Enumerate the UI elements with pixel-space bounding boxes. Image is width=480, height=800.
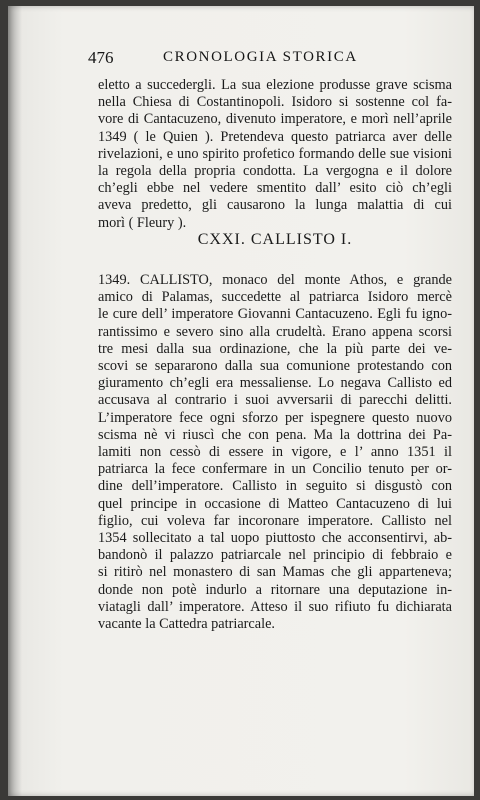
text-line: rivelazioni, e uno spirito profetico formando delle sue visioni (98, 145, 452, 162)
text-line: amico di Palamas, succedette al patriarca Isidoro mercè (98, 289, 452, 306)
book-page (8, 6, 474, 796)
text-line: donde non potè indurlo a ritornare una deputazione in- (98, 581, 452, 598)
text-line: 1349. CALLISTO, monaco del monte Athos, e grande (98, 272, 452, 288)
text-line: vacante la Cattedra patriarcale. (98, 616, 276, 633)
text-line: eletto a succedergli. La sua elezione produsse grave scisma (98, 77, 452, 93)
text-line: dine dell’imperatore. Callisto in seguito si disgustò con (98, 478, 452, 495)
text-line: vore di Cantacuzeno, divenuto imperatore, e morì nell’aprile (98, 111, 452, 128)
text-line: viatagli dall’ imperatore. Atteso il suo rifiuto fu dichiarata (98, 598, 452, 615)
running-head: CRONOLOGIA STORICA (163, 49, 358, 65)
text-line: aveva predetto, gli causarono la lunga malattia di cui (98, 197, 452, 214)
text-line: si ritirò nel monastero di san Mamas che gli apparteneva; (98, 564, 452, 581)
text-line: bandonò il palazzo patriarcale nel principio di febbraio e (98, 547, 452, 564)
page-header (88, 48, 418, 68)
text-line: accusava al contrario i suoi avversarii di parecchi delitti. (98, 392, 452, 409)
text-line: tre mesi dalla sua ordinazione, che la più parte dei ve- (98, 340, 452, 357)
text-line: 1354 sollecitato a tal uopo piuttosto che acconsentirvi, ab- (98, 530, 452, 547)
text-line: nella Chiesa di Costantinopoli. Isidoro si sostenne col fa- (98, 94, 452, 111)
text-line: morì ( Fleury ). (98, 214, 187, 231)
text-line: lamiti non cessò di essere in vigore, e l’ anno 1351 il (98, 444, 452, 461)
text-line: la regola della propria condotta. La vergogna e il dolore (98, 163, 452, 180)
text-line: L’imperatore fece ogni sforzo per ispegnere questo nuovo (98, 409, 452, 426)
text-line: scisma nè vi riuscì che con pena. Ma la dottrina dei Pa- (98, 426, 452, 443)
text-line: figlio, cui voleva far incoronare imperatore. Callisto nel (98, 512, 452, 529)
paragraph-callisto (98, 272, 452, 633)
text-line: le cure dell’ imperatore Giovanni Cantacuzeno. Egli fu igno- (98, 306, 452, 323)
page-gutter-shadow (8, 6, 22, 796)
text-line: patriarca la fece confermare in un Concilio tenuto per or- (98, 461, 452, 478)
section-title: CXXI. CALLISTO I. (197, 231, 353, 248)
text-line: ch’egli ebbe nel vedere smentito dall’ esito ciò ch’egli (98, 180, 452, 197)
text-line: 1349 ( le Quien ). Pretendeva questo patriarca aver delle (98, 128, 452, 145)
paragraph-continuation (98, 77, 452, 232)
text-line: giuramento ch’egli era messaliense. Lo negava Callisto ed (98, 375, 452, 392)
text-line: scovi se separarono dalla sua comunione protestando con (98, 358, 452, 375)
page-number: 476 (88, 48, 114, 67)
text-line: rantissimo e severo sino alla crudeltà. Erano appena scorsi (98, 323, 452, 340)
text-line: quel principe in occasione di Matteo Cantacuzeno di lui (98, 495, 452, 512)
